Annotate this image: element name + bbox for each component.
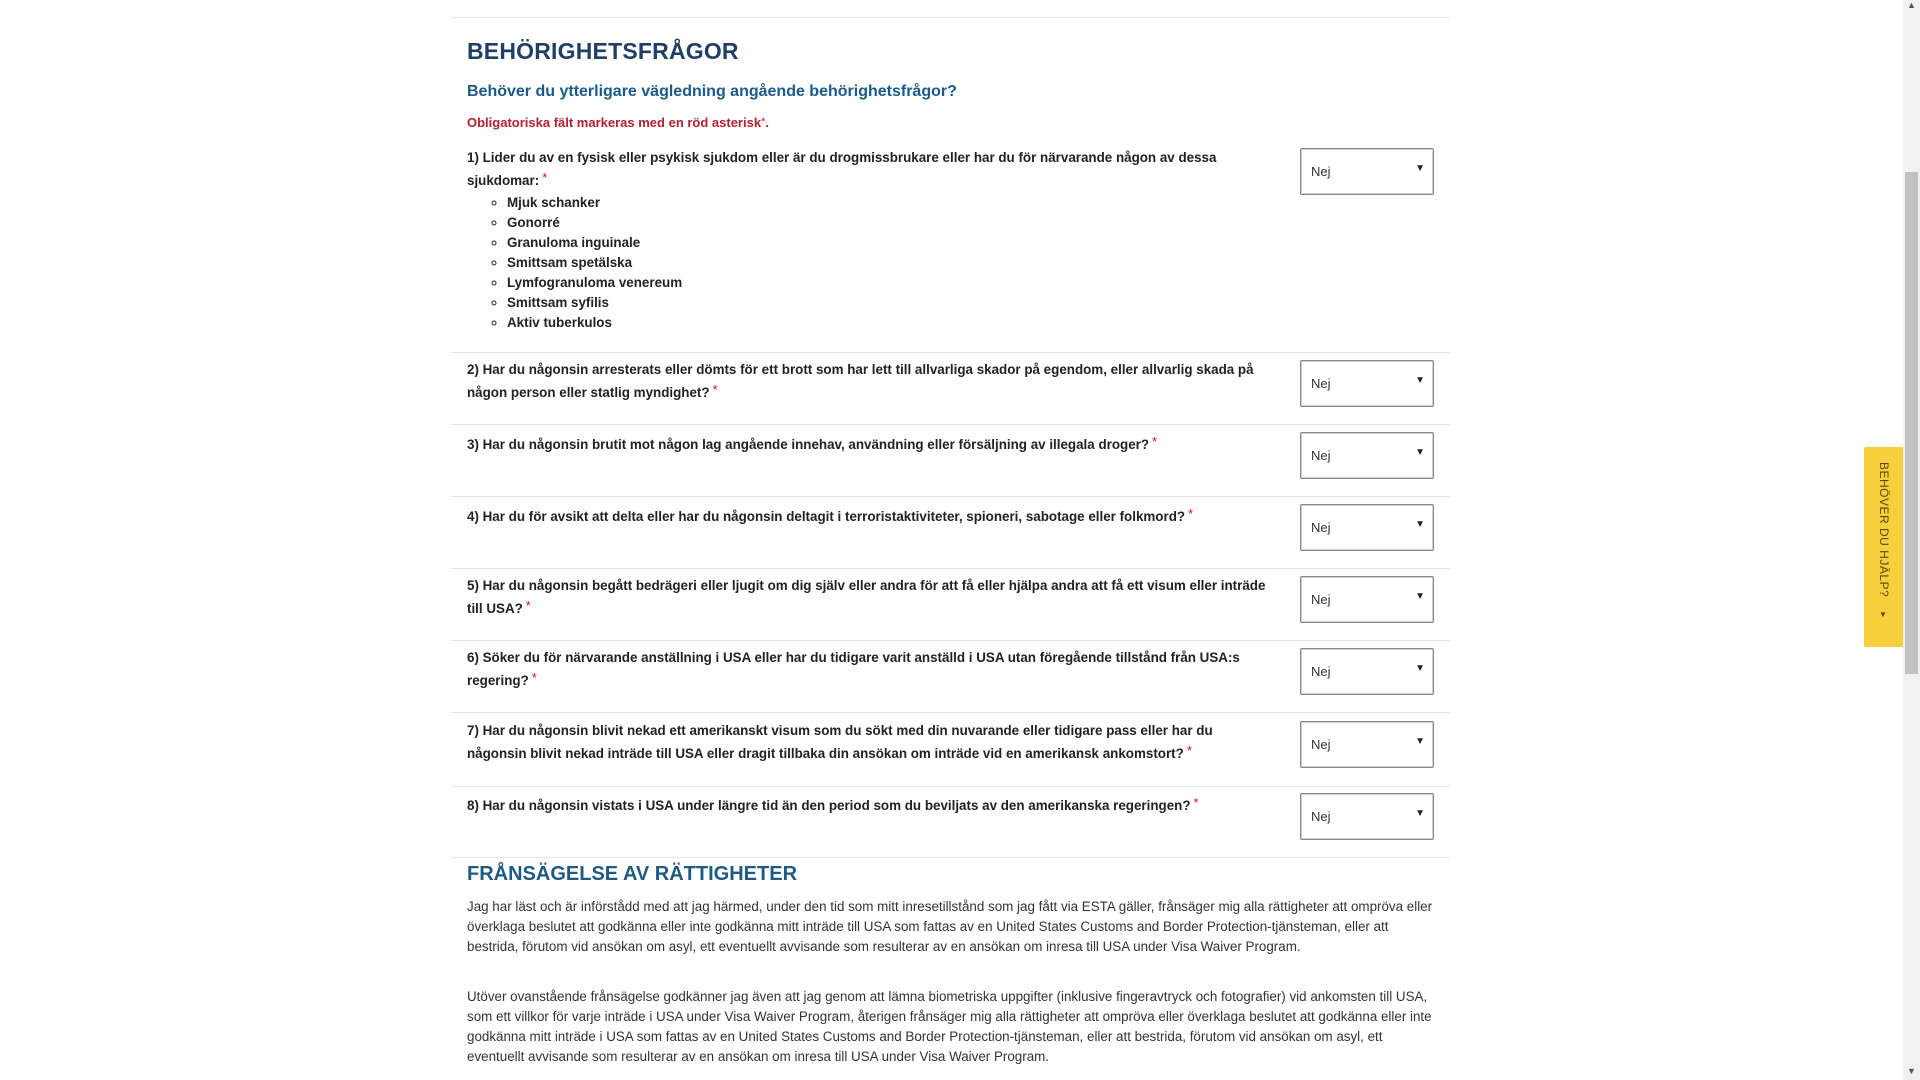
question-8-label: 8) Har du någonsin vistats i USA under längre tid än den period som du beviljats av den amerikanska regeringen? [467, 798, 1191, 813]
question-6-select[interactable] [1300, 648, 1434, 695]
help-tab-label: BEHÖVER DU HJÄLP? [1877, 462, 1891, 598]
waiver-paragraph-1: Jag har läst och är införstådd med att jag härmed, under den tid som mitt inresetillstånd som jag fått via ESTA gäller, frånsäger mig alla rättigheter att ompröva eller överklaga beslutet att godkänna eller inte godkänna mitt inträde till USA som fattas av en United States Customs and Border Protection-tjänsteman, eller att bestrida, förutom vid ansökan om asyl, ett eventuellt avvisande som resulterar av en ansökan om inresa till USA under Visa Waiver Program. [467, 899, 1433, 954]
list-item: ◦ Aktiv tuberkulos [507, 313, 1267, 333]
list-item: ◦ Gonorré [507, 213, 1267, 233]
chevron-down-icon: ▼ [1415, 663, 1425, 674]
list-item: ◦ Mjuk schanker [507, 193, 1267, 213]
question-divider [452, 640, 1450, 641]
selected-value: Nej [1311, 520, 1331, 535]
question-divider [452, 857, 1450, 858]
selected-value: Nej [1311, 664, 1331, 679]
required-asterisk: * [1186, 743, 1192, 758]
chevron-down-icon: ▼ [1415, 163, 1425, 174]
chevron-down-icon: ▼ [1415, 375, 1425, 386]
question-8-select[interactable] [1300, 793, 1434, 840]
question-2-text [467, 360, 1267, 403]
question-3-text [467, 432, 1267, 455]
required-asterisk: * [1152, 434, 1158, 449]
question-4-label: 4) Har du för avsikt att delta eller har du någonsin deltagit i terroristaktiviteter, spioneri, sabotage eller folkmord? [467, 509, 1186, 524]
waiver-title: FRÅNSÄGELSE AV RÄTTIGHETER [467, 863, 798, 885]
required-note-text: Obligatoriska fält markeras med en röd asterisk [467, 115, 762, 130]
required-asterisk: * [1188, 506, 1194, 521]
list-item: ◦ Lymfogranuloma venereum [507, 273, 1267, 293]
question-divider [452, 712, 1450, 713]
question-5-label: 5) Har du någonsin begått bedrägeri eller ljugit om dig själv eller andra för att få eller hjälpa andra att få ett visum eller inträde till USA? [467, 578, 1266, 616]
scroll-up-icon[interactable]: ▲ [1907, 0, 1916, 10]
question-1-text [467, 148, 1267, 333]
disease-list [467, 193, 1267, 333]
selected-value: Nej [1311, 809, 1331, 824]
chevron-down-icon: ▼ [1415, 736, 1425, 747]
selected-value: Nej [1311, 448, 1331, 463]
waiver-paragraph-2: Utöver ovanstående frånsägelse godkänner jag även att jag genom att lämna biometriska uppgifter (inklusive fingeravtryck och fotografier) vid ankomsten till USA, som ett villkor för varje inträde i USA under Visa Waiver Program, återigen frånsäger mig alla rättigheter att ompröva eller överklaga beslutet att godkänna eller inte godkänna mitt inträde i USA som fattas av en United States Customs and Border Protection-tjänsteman, eller att bestrida, förutom vid ansökan om asyl, ett eventuellt avvisande som resulterar av en ansökan om inresa till USA under Visa Waiver Program. [467, 989, 1432, 1064]
question-3-select[interactable] [1300, 432, 1434, 479]
question-1-label: 1) Lider du av en fysisk eller psykisk sjukdom eller är du drogmissbrukare eller har du för närvarande någon av dessa sjukdomar: [467, 150, 1217, 188]
question-1-select[interactable] [1300, 148, 1434, 195]
selected-value: Nej [1311, 737, 1331, 752]
list-item: ◦ Smittsam syfilis [507, 293, 1267, 313]
question-4-text [467, 504, 1267, 527]
eligibility-header [467, 38, 1437, 130]
scroll-down-icon[interactable]: ▼ [1907, 1066, 1916, 1076]
help-tab[interactable] [1864, 447, 1904, 647]
selected-value: Nej [1311, 376, 1331, 391]
required-asterisk: * [542, 170, 548, 185]
question-2-select[interactable] [1300, 360, 1434, 407]
chevron-down-icon: ▼ [1415, 519, 1425, 530]
question-divider [452, 568, 1450, 569]
question-divider [452, 424, 1450, 425]
list-item: ◦ Smittsam spetälska [507, 253, 1267, 273]
required-asterisk: * [761, 116, 766, 128]
question-3-label: 3) Har du någonsin brutit mot någon lag angående innehav, användning eller försäljning av illegala droger? [467, 437, 1150, 452]
question-5-select[interactable] [1300, 576, 1434, 623]
question-divider [452, 786, 1450, 787]
required-asterisk: * [1193, 795, 1199, 810]
chevron-down-icon: ▼ [1415, 808, 1425, 819]
page-title: BEHÖRIGHETSFRÅGOR [467, 38, 739, 64]
required-asterisk: * [531, 670, 537, 685]
question-divider [452, 496, 1450, 497]
question-4-select[interactable] [1300, 504, 1434, 551]
question-7-select[interactable] [1300, 721, 1434, 768]
question-6-label: 6) Söker du för närvarande anställning i USA eller har du tidigare varit anställd i USA utan föregående tillstånd från USA:s regering? [467, 650, 1240, 688]
question-divider [452, 352, 1450, 353]
required-asterisk: * [525, 598, 531, 613]
eligibility-help-link[interactable]: Behöver du ytterligare vägledning angående behörighetsfrågor? [467, 83, 957, 100]
selected-value: Nej [1311, 592, 1331, 607]
question-6-text [467, 648, 1267, 691]
question-7-label: 7) Har du någonsin blivit nekad ett amerikanskt visum som du sökt med din nuvarande eller tidigare pass eller har du någonsin blivit nekad inträde till USA eller dragit tillbaka din ansökan om inträde vid en amerikansk ankomstort? [467, 723, 1213, 761]
scrollbar-thumb[interactable] [1905, 172, 1918, 674]
list-item: ◦ Granuloma inguinale [507, 233, 1267, 253]
question-8-text [467, 793, 1267, 816]
top-divider [452, 17, 1450, 18]
selected-value: Nej [1311, 164, 1331, 179]
question-5-text [467, 576, 1267, 619]
chevron-down-icon: ▼ [1415, 447, 1425, 458]
scrollbar[interactable] [1903, 0, 1920, 1080]
caret-down-icon: ▼ [1879, 610, 1887, 619]
main-page [452, 0, 1450, 1080]
chevron-down-icon: ▼ [1415, 591, 1425, 602]
required-fields-note [467, 115, 1437, 130]
required-asterisk: * [712, 382, 718, 397]
required-note-period: . [765, 115, 769, 130]
question-2-label: 2) Har du någonsin arresterats eller dömts för ett brott som har lett till allvarliga skador på egendom, eller allvarlig skada på någon person eller statlig myndighet? [467, 362, 1254, 400]
question-7-text [467, 721, 1267, 764]
